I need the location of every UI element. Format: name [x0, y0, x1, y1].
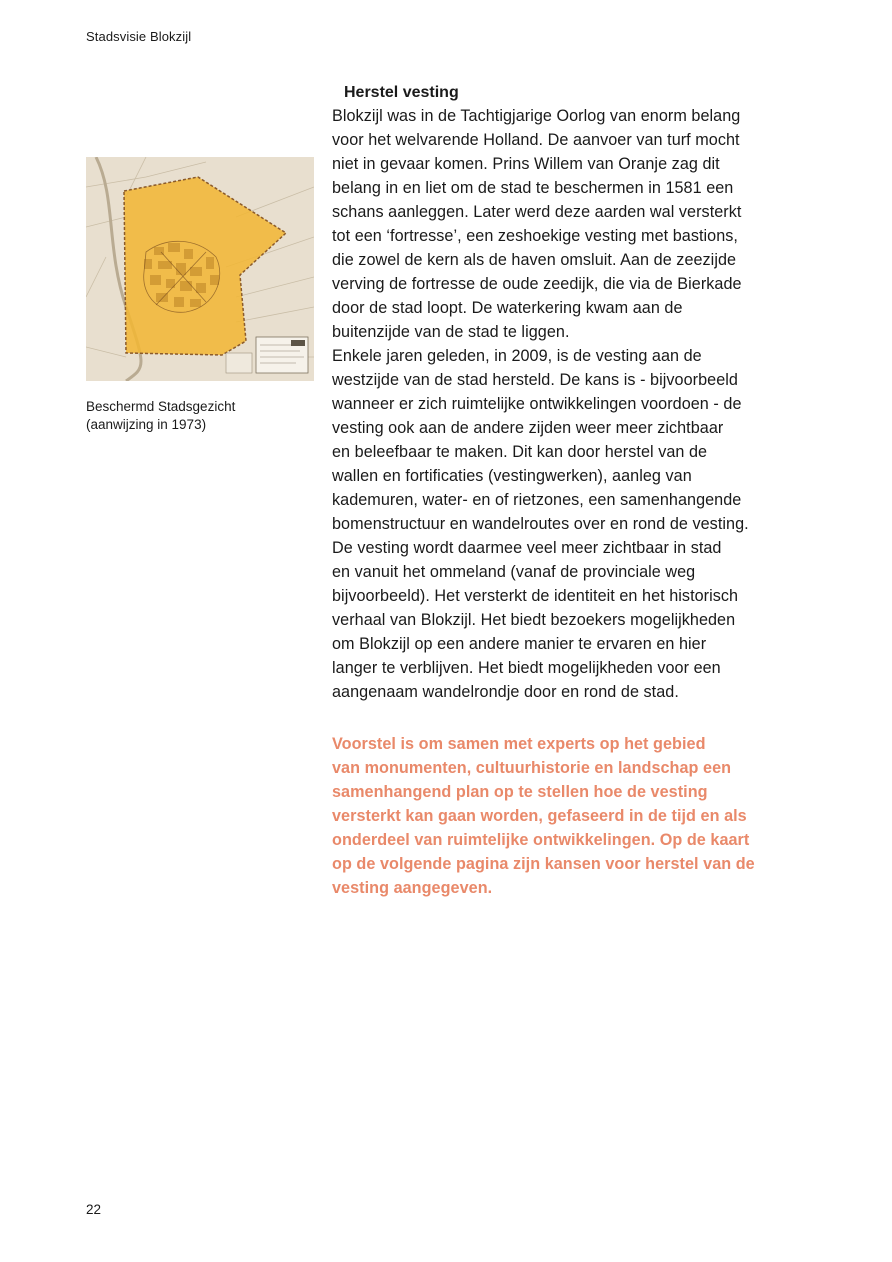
text-line: en beleefbaar te maken. Dit kan door herstel van de [332, 443, 708, 461]
text-line: onderdeel van ruimtelijke ontwikkelingen. Op de kaart [332, 831, 750, 849]
text-line: belang in en liet om de stad te beschermen in 1581 een [332, 179, 734, 197]
map-illustration [86, 157, 314, 381]
section-heading: Herstel vesting [344, 84, 459, 101]
text-line: langer te verblijven. Het biedt mogelijkheden voor een [332, 659, 721, 677]
text-line: vesting aangegeven. [332, 879, 493, 897]
text-line: versterkt kan gaan worden, gefaseerd in de tijd en als [332, 807, 747, 825]
text-line: kademuren, water- en of rietzones, een samenhangende [332, 491, 742, 509]
text-line: westzijde van de stad hersteld. De kans is - bijvoorbeeld [332, 371, 738, 389]
text-line: door de stad loopt. De waterkering kwam aan de [332, 299, 683, 317]
text-line: van monumenten, cultuurhistorie en landschap een [332, 759, 732, 777]
text-line: niet in gevaar komen. Prins Willem van Oranje zag dit [332, 155, 720, 173]
text-line: wanneer er zich ruimtelijke ontwikkelingen voordoen - de [332, 395, 742, 413]
page-number: 22 [86, 1202, 102, 1217]
historic-map-image [86, 157, 314, 381]
figure-caption [86, 398, 316, 434]
text-line: Blokzijl was in de Tachtigjarige Oorlog van enorm belang [332, 107, 741, 125]
text-line: buitenzijde van de stad te liggen. [332, 323, 570, 341]
text-line: tot een ‘fortresse’, een zeshoekige vesting met bastions, [332, 227, 738, 245]
text-line: bijvoorbeeld). Het versterkt de identiteit en het historisch [332, 587, 739, 605]
text-line: Enkele jaren geleden, in 2009, is de vesting aan de [332, 347, 702, 365]
text-line: vesting ook aan de andere zijden weer meer zichtbaar [332, 419, 724, 437]
caption-line: (aanwijzing in 1973) [86, 417, 207, 432]
text-line: verhaal van Blokzijl. Het biedt bezoekers mogelijkheden [332, 611, 736, 629]
text-line: aangenaam wandelrondje door en rond de stad. [332, 683, 679, 701]
text-line: op de volgende pagina zijn kansen voor herstel van de [332, 855, 755, 873]
text-line: en vanuit het ommeland (vanaf de provinciale weg [332, 563, 696, 581]
text-line: bomenstructuur en wandelroutes over en rond de vesting. [332, 515, 749, 533]
text-line: voor het welvarende Holland. De aanvoer van turf mocht [332, 131, 740, 149]
proposal-paragraph [332, 732, 822, 900]
article [332, 82, 822, 900]
text-line: om Blokzijl op een andere manier te ervaren en hier [332, 635, 707, 653]
paragraph-history [332, 104, 822, 344]
text-line: wallen en fortificaties (vestingwerken), aanleg van [332, 467, 692, 485]
paragraph-restoration [332, 344, 822, 704]
text-line: samenhangend plan op te stellen hoe de vesting [332, 783, 708, 801]
text-line: De vesting wordt daarmee veel meer zichtbaar in stad [332, 539, 722, 557]
caption-line: Beschermd Stadsgezicht [86, 399, 236, 414]
text-line: verving de fortresse de oude zeedijk, die via de Bierkade [332, 275, 742, 293]
running-title: Stadsvisie Blokzijl [86, 29, 192, 44]
text-line: schans aanleggen. Later werd deze aarden wal versterkt [332, 203, 742, 221]
text-line: die zowel de kern als de haven omsluit. Aan de zeezijde [332, 251, 737, 269]
text-line: Voorstel is om samen met experts op het gebied [332, 735, 706, 753]
